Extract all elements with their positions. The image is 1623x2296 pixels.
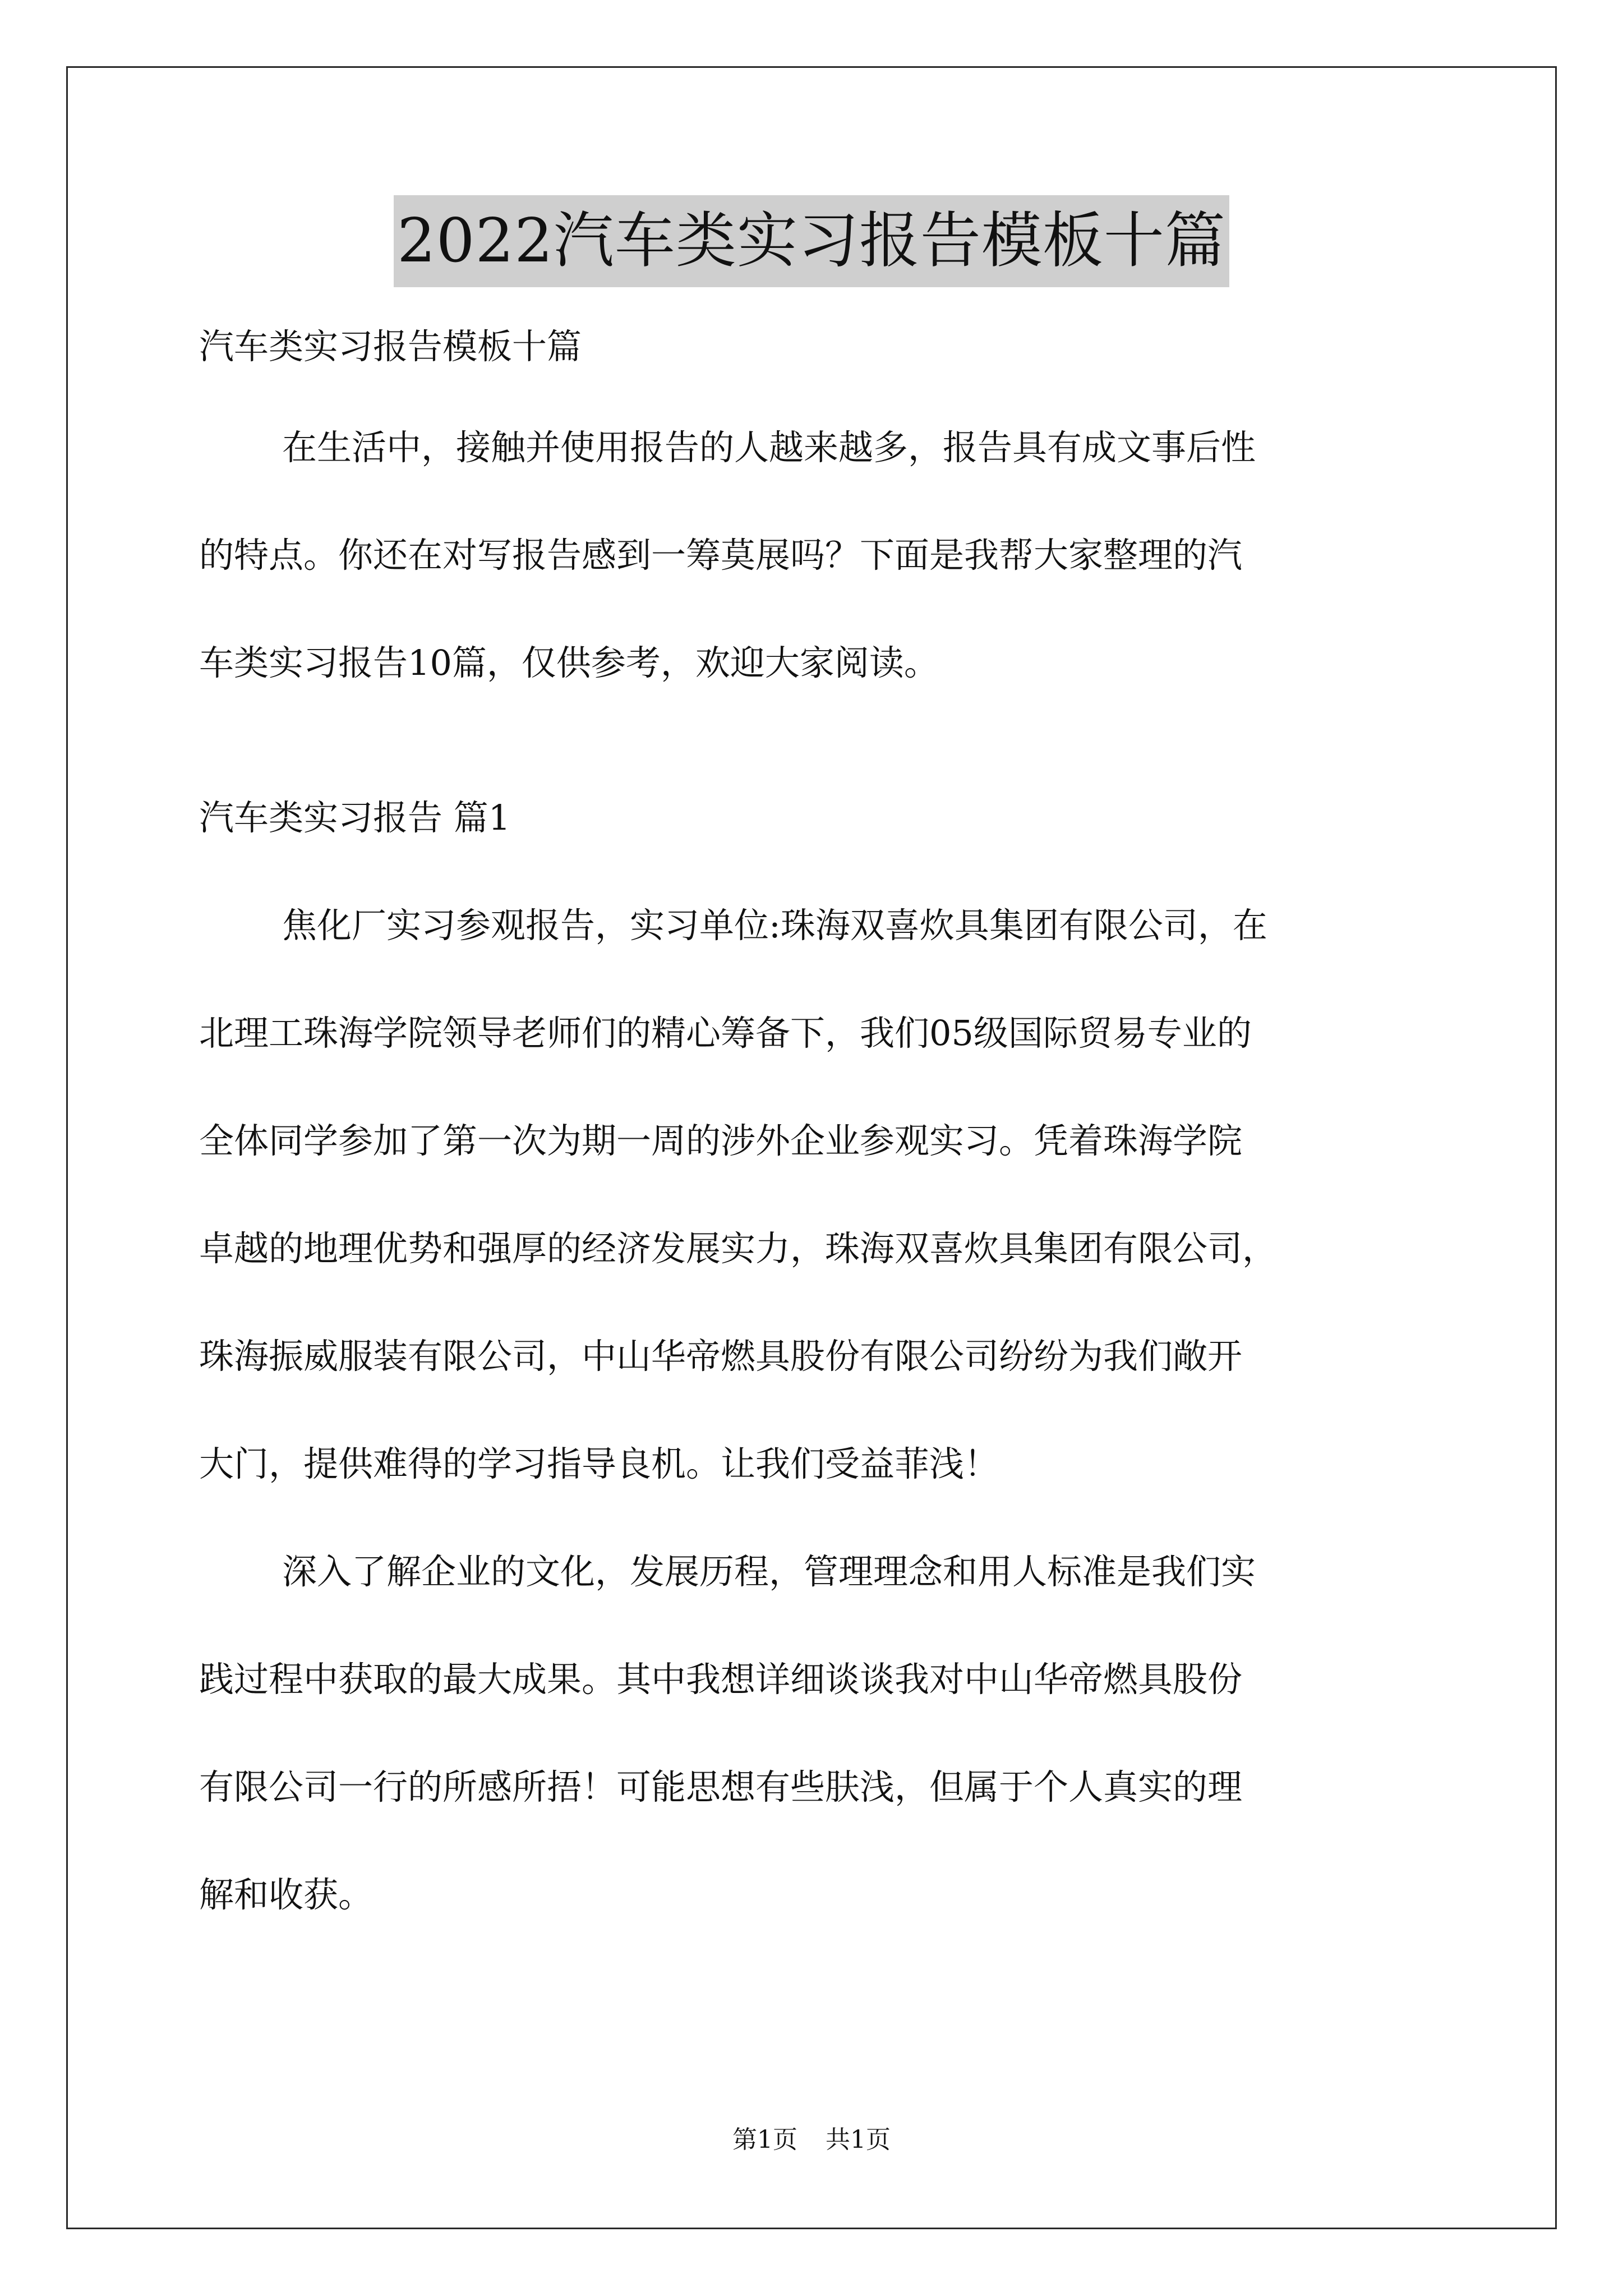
page-total: 共1页 — [826, 2125, 891, 2154]
page-footer — [0, 2123, 1623, 2157]
paragraph-line: 有限公司一行的所感所捂！可能思想有些肤浅，但属于个人真实的理 — [199, 1766, 1243, 1807]
paragraph-line: 解和收获。 — [199, 1874, 374, 1915]
intro-paragraph — [199, 421, 1433, 690]
intro-line: 的特点。你还在对写报告感到一筹莫展吗？下面是我帮大家整理的汽 — [199, 535, 1243, 576]
title-container — [0, 195, 1623, 287]
intro-line: 车类实习报告10篇，仅供参考，欢迎大家阅读。 — [199, 642, 939, 683]
paragraph-line: 焦化厂实习参观报告，实习单位:珠海双喜炊具集团有限公司，在 — [282, 905, 1267, 946]
paragraph-line: 大门，提供难得的学习指导良机。让我们受益菲浅！ — [199, 1443, 999, 1484]
paragraph-line: 深入了解企业的文化，发展历程，管理理念和用人标准是我们实 — [282, 1551, 1256, 1592]
paragraph-1 — [199, 899, 1433, 1491]
intro-line: 在生活中，接触并使用报告的人越来越多，报告具有成文事后性 — [282, 427, 1256, 468]
paragraph-line: 全体同学参加了第一次为期一周的涉外企业参观实习。凭着珠海学院 — [199, 1120, 1243, 1161]
paragraph-2 — [199, 1545, 1433, 1922]
section-heading: 汽车类实习报告 篇1 — [199, 797, 511, 838]
paragraph-line: 卓越的地理优势和强厚的经济发展实力，珠海双喜炊具集团有限公司， — [199, 1228, 1278, 1269]
paragraph-line: 践过程中获取的最大成果。其中我想详细谈谈我对中山华帝燃具股份 — [199, 1659, 1243, 1700]
paragraph-line: 珠海振威服装有限公司，中山华帝燃具股份有限公司纷纷为我们敞开 — [199, 1336, 1243, 1377]
page-number: 第1页 — [732, 2125, 797, 2154]
document-title: 2022汽车类实习报告模板十篇 — [394, 195, 1229, 287]
document-body — [199, 303, 1433, 1976]
paragraph-line: 北理工珠海学院领导老师们的精心筹备下，我们05级国际贸易专业的 — [199, 1013, 1252, 1053]
document-subtitle: 汽车类实习报告模板十篇 — [199, 326, 582, 367]
